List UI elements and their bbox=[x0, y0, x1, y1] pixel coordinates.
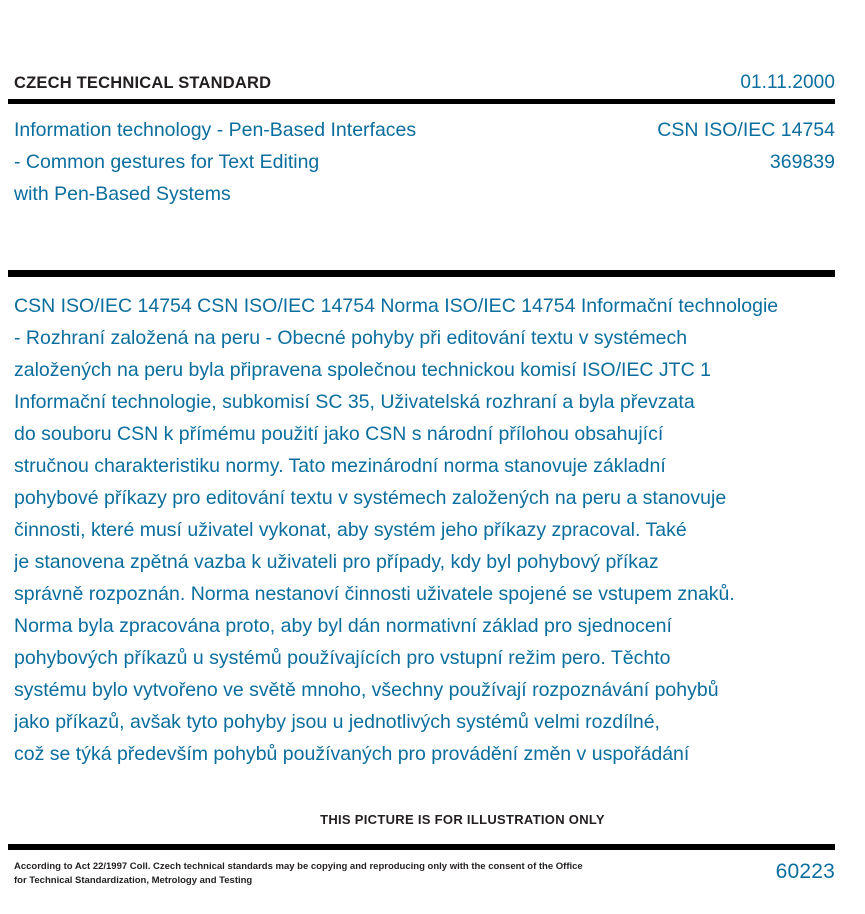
document-title-block bbox=[14, 114, 835, 210]
standard-type-label: CZECH TECHNICAL STANDARD bbox=[14, 74, 272, 92]
title-text-line-2: - Common gestures for Text Editing bbox=[14, 151, 320, 173]
title-line bbox=[14, 178, 835, 210]
copyright-notice-line-2: for Technical Standardization, Metrology and Testing bbox=[14, 875, 253, 886]
body-text-line: pohybových příkazů u systémů používajících pro vstupní režim pero. Těchto bbox=[14, 647, 671, 669]
document-order-number: 60223 bbox=[775, 860, 835, 883]
standard-designation: CSN ISO/IEC 14754 bbox=[657, 119, 835, 141]
illustration-only-notice: THIS PICTURE IS FOR ILLUSTRATION ONLY bbox=[320, 812, 605, 827]
title-line bbox=[14, 146, 835, 178]
document-header bbox=[0, 72, 865, 96]
body-text-line: správně rozpoznán. Norma nestanoví činnosti uživatele spojené se vstupem znaků. bbox=[14, 583, 735, 605]
body-text-line: stručnou charakteristiku normy. Tato mezinárodní norma stanovuje základní bbox=[14, 455, 666, 477]
document-body bbox=[14, 290, 865, 770]
footer-divider-rule bbox=[8, 844, 835, 850]
body-text-line: jako příkazů, avšak tyto pohyby jsou u jednotlivých systémů velmi rozdílné, bbox=[14, 711, 660, 733]
classification-number: 369839 bbox=[769, 151, 835, 173]
copyright-notice bbox=[14, 860, 583, 888]
body-text-line: CSN ISO/IEC 14754 CSN ISO/IEC 14754 Norma ISO/IEC 14754 Informační technologie bbox=[14, 295, 779, 317]
body-text-line: činnosti, které musí uživatel vykonat, aby systém jeho příkazy zpracoval. Také bbox=[14, 519, 687, 541]
title-text-line-1: Information technology - Pen-Based Interfaces bbox=[14, 119, 417, 141]
body-text-line: založených na peru byla připravena společnou technickou komisí ISO/IEC JTC 1 bbox=[14, 359, 711, 381]
body-text-line: což se týká především pohybů používaných pro provádění změn v uspořádání bbox=[14, 743, 690, 765]
title-body-divider-rule bbox=[8, 270, 835, 277]
body-text-line: pohybové příkazy pro editování textu v systémech založených na peru a stanovuje bbox=[14, 487, 727, 509]
title-line bbox=[14, 114, 835, 146]
body-text-line: Norma byla zpracována proto, aby byl dán normativní základ pro sjednocení bbox=[14, 615, 672, 637]
body-text-line: systému bylo vytvořeno ve světě mnoho, všechny používají rozpoznávání pohybů bbox=[14, 679, 719, 701]
copyright-notice-line-1: According to Act 22/1997 Coll. Czech technical standards may be copying and reproducing only with the consent of the Office bbox=[14, 861, 583, 872]
body-text-line: do souboru CSN k přímému použití jako CSN s národní přílohou obsahující bbox=[14, 423, 664, 445]
body-text-line: je stanovena zpětná vazba k uživateli pro případy, kdy byl pohybový příkaz bbox=[14, 551, 659, 573]
body-text-line: - Rozhraní založená na peru - Obecné pohyby při editování textu v systémech bbox=[14, 327, 688, 349]
publication-date: 01.11.2000 bbox=[740, 72, 835, 93]
header-divider-rule bbox=[8, 99, 835, 104]
body-text-line: Informační technologie, subkomisí SC 35, Uživatelská rozhraní a byla převzata bbox=[14, 391, 695, 413]
title-text-line-3: with Pen-Based Systems bbox=[14, 183, 231, 205]
document-footer bbox=[0, 860, 865, 888]
